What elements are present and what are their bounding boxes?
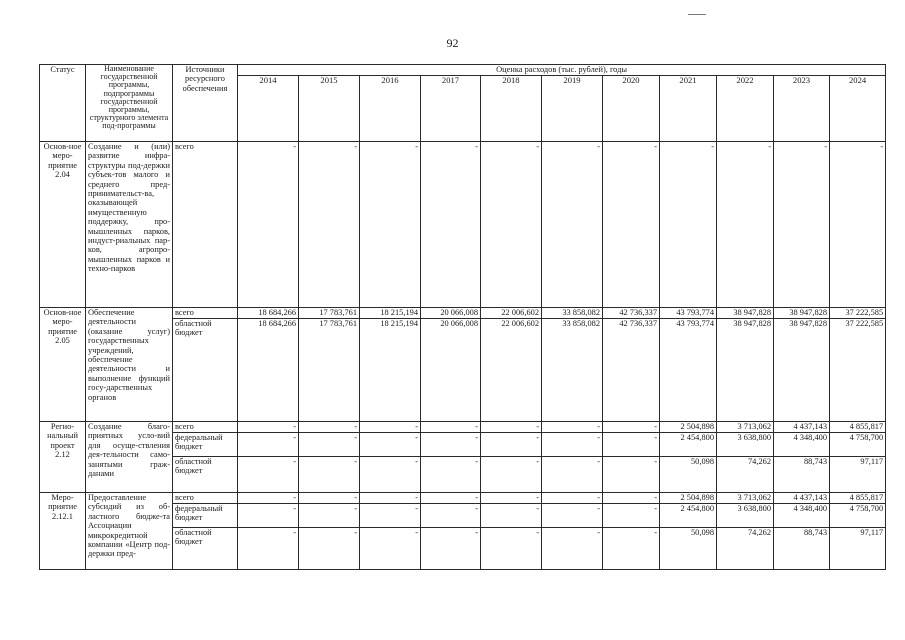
value-cell-2017: - bbox=[421, 422, 481, 433]
value-cell-2018: - bbox=[481, 433, 542, 457]
value-cell-2014: 18 684,266 bbox=[238, 319, 299, 422]
value-cell-2022: 3 713,062 bbox=[717, 493, 774, 504]
header-year-2019: 2019 bbox=[542, 76, 603, 142]
value-cell-2014: - bbox=[238, 142, 299, 308]
value-cell-2014: - bbox=[238, 422, 299, 433]
row-source: всего bbox=[173, 493, 238, 504]
value-cell-2019: 33 858,082 bbox=[542, 308, 603, 319]
scan-mark bbox=[688, 14, 706, 15]
value-cell-2024: - bbox=[830, 142, 886, 308]
page-number: 92 bbox=[446, 36, 459, 50]
value-cell-2019: - bbox=[542, 493, 603, 504]
value-cell-2018: 22 006,602 bbox=[481, 319, 542, 422]
value-cell-2014: - bbox=[238, 457, 299, 493]
value-cell-2020: - bbox=[603, 504, 660, 528]
value-cell-2016: - bbox=[360, 528, 421, 570]
value-cell-2023: 38 947,828 bbox=[774, 308, 830, 319]
table-row bbox=[40, 493, 886, 504]
value-cell-2020: 42 736,337 bbox=[603, 308, 660, 319]
header-year-2017: 2017 bbox=[421, 76, 481, 142]
value-cell-2017: - bbox=[421, 528, 481, 570]
value-cell-2020: - bbox=[603, 433, 660, 457]
row-status: Меро-приятие 2.12.1 bbox=[40, 493, 86, 570]
value-cell-2016: - bbox=[360, 493, 421, 504]
value-cell-2019: - bbox=[542, 433, 603, 457]
value-cell-2018: - bbox=[481, 504, 542, 528]
value-cell-2015: - bbox=[299, 142, 360, 308]
header-name: Наименование государственной программы, подпрограммы государственной программы, структурного элемента под-программы bbox=[86, 65, 173, 142]
value-cell-2024: 37 222,585 bbox=[830, 308, 886, 319]
value-cell-2024: 37 222,585 bbox=[830, 319, 886, 422]
value-cell-2020: - bbox=[603, 422, 660, 433]
row-source: всего bbox=[173, 308, 238, 319]
value-cell-2023: 4 348,400 bbox=[774, 504, 830, 528]
value-cell-2017: - bbox=[421, 142, 481, 308]
value-cell-2022: 3 713,062 bbox=[717, 422, 774, 433]
value-cell-2024: 97,117 bbox=[830, 457, 886, 493]
row-status: Основ-ное меро-приятие 2.04 bbox=[40, 142, 86, 308]
value-cell-2017: - bbox=[421, 504, 481, 528]
table-row bbox=[40, 142, 886, 308]
value-cell-2024: 4 758,700 bbox=[830, 504, 886, 528]
value-cell-2023: 4 348,400 bbox=[774, 433, 830, 457]
header-year-2023: 2023 bbox=[774, 76, 830, 142]
row-name: Обеспечение деятельности (оказание услуг) государственных учреждений, обеспечение деятельности и выполнение функций госу-дарственных органов bbox=[86, 308, 173, 422]
row-source: областной бюджет bbox=[173, 319, 238, 422]
value-cell-2023: 88,743 bbox=[774, 528, 830, 570]
value-cell-2016: - bbox=[360, 504, 421, 528]
table-body bbox=[40, 142, 886, 570]
row-source: всего bbox=[173, 422, 238, 433]
value-cell-2015: - bbox=[299, 433, 360, 457]
value-cell-2021: 50,098 bbox=[660, 528, 717, 570]
header-year-2024: 2024 bbox=[830, 76, 886, 142]
value-cell-2021: 50,098 bbox=[660, 457, 717, 493]
row-source: федеральный бюджет bbox=[173, 433, 238, 457]
header-year-2018: 2018 bbox=[481, 76, 542, 142]
budget-table bbox=[39, 64, 886, 570]
value-cell-2021: - bbox=[660, 142, 717, 308]
value-cell-2017: 20 066,008 bbox=[421, 319, 481, 422]
value-cell-2021: 2 504,898 bbox=[660, 422, 717, 433]
value-cell-2018: - bbox=[481, 142, 542, 308]
value-cell-2019: - bbox=[542, 528, 603, 570]
header-year-2015: 2015 bbox=[299, 76, 360, 142]
value-cell-2022: 3 638,800 bbox=[717, 504, 774, 528]
value-cell-2017: - bbox=[421, 493, 481, 504]
value-cell-2023: 4 437,143 bbox=[774, 422, 830, 433]
row-status: Основ-ное меро-приятие 2.05 bbox=[40, 308, 86, 422]
value-cell-2020: 42 736,337 bbox=[603, 319, 660, 422]
value-cell-2014: - bbox=[238, 433, 299, 457]
value-cell-2022: 74,262 bbox=[717, 528, 774, 570]
value-cell-2024: 97,117 bbox=[830, 528, 886, 570]
value-cell-2020: - bbox=[603, 142, 660, 308]
value-cell-2022: 3 638,800 bbox=[717, 433, 774, 457]
row-source: областной бюджет bbox=[173, 528, 238, 570]
value-cell-2019: - bbox=[542, 504, 603, 528]
value-cell-2016: - bbox=[360, 433, 421, 457]
value-cell-2017: 20 066,008 bbox=[421, 308, 481, 319]
value-cell-2021: 43 793,774 bbox=[660, 308, 717, 319]
value-cell-2021: 2 454,800 bbox=[660, 504, 717, 528]
header-year-2020: 2020 bbox=[603, 76, 660, 142]
value-cell-2021: 43 793,774 bbox=[660, 319, 717, 422]
value-cell-2020: - bbox=[603, 493, 660, 504]
value-cell-2022: 38 947,828 bbox=[717, 308, 774, 319]
value-cell-2023: 88,743 bbox=[774, 457, 830, 493]
value-cell-2024: 4 855,817 bbox=[830, 493, 886, 504]
value-cell-2020: - bbox=[603, 457, 660, 493]
value-cell-2018: 22 006,602 bbox=[481, 308, 542, 319]
header-row-1 bbox=[40, 65, 886, 76]
value-cell-2022: - bbox=[717, 142, 774, 308]
row-name: Создание благо-приятных усло-вий для осуще-ствления дея-тельности само-занятыми граж-данами bbox=[86, 422, 173, 493]
value-cell-2022: 38 947,828 bbox=[717, 319, 774, 422]
row-name: Создание и (или) развитие инфра-структуры под-держки субъек-тов малого и среднего пред-принимательст-ва, оказывающей имущественную поддержку, про-мышленных парков, индуст-риальных пар-ков, агропро-мышленных парков и техно-парков bbox=[86, 142, 173, 308]
row-source: областной бюджет bbox=[173, 457, 238, 493]
header-status: Статус bbox=[40, 65, 86, 142]
value-cell-2014: 18 684,266 bbox=[238, 308, 299, 319]
value-cell-2017: - bbox=[421, 457, 481, 493]
header-estimate: Оценка расходов (тыс. рублей), годы bbox=[238, 65, 886, 76]
table-row bbox=[40, 422, 886, 433]
value-cell-2014: - bbox=[238, 504, 299, 528]
value-cell-2016: 18 215,194 bbox=[360, 308, 421, 319]
value-cell-2018: - bbox=[481, 528, 542, 570]
value-cell-2017: - bbox=[421, 433, 481, 457]
header-year-2016: 2016 bbox=[360, 76, 421, 142]
value-cell-2015: - bbox=[299, 493, 360, 504]
value-cell-2014: - bbox=[238, 493, 299, 504]
value-cell-2015: 17 783,761 bbox=[299, 308, 360, 319]
table-row bbox=[40, 308, 886, 319]
value-cell-2019: - bbox=[542, 422, 603, 433]
value-cell-2016: - bbox=[360, 142, 421, 308]
row-source: всего bbox=[173, 142, 238, 308]
value-cell-2024: 4 758,700 bbox=[830, 433, 886, 457]
value-cell-2021: 2 454,800 bbox=[660, 433, 717, 457]
header-sources: Источники ресурсного обеспечения bbox=[173, 65, 238, 142]
value-cell-2020: - bbox=[603, 528, 660, 570]
value-cell-2023: - bbox=[774, 142, 830, 308]
header-year-2021: 2021 bbox=[660, 76, 717, 142]
header-year-2022: 2022 bbox=[717, 76, 774, 142]
value-cell-2016: 18 215,194 bbox=[360, 319, 421, 422]
value-cell-2015: - bbox=[299, 504, 360, 528]
value-cell-2015: 17 783,761 bbox=[299, 319, 360, 422]
value-cell-2023: 38 947,828 bbox=[774, 319, 830, 422]
header-year-2014: 2014 bbox=[238, 76, 299, 142]
value-cell-2018: - bbox=[481, 493, 542, 504]
row-status: Регио-нальный проект 2.12 bbox=[40, 422, 86, 493]
value-cell-2019: - bbox=[542, 142, 603, 308]
value-cell-2016: - bbox=[360, 457, 421, 493]
value-cell-2016: - bbox=[360, 422, 421, 433]
value-cell-2015: - bbox=[299, 528, 360, 570]
value-cell-2018: - bbox=[481, 422, 542, 433]
row-source: федеральный бюджет bbox=[173, 504, 238, 528]
value-cell-2014: - bbox=[238, 528, 299, 570]
value-cell-2024: 4 855,817 bbox=[830, 422, 886, 433]
value-cell-2019: 33 858,082 bbox=[542, 319, 603, 422]
value-cell-2015: - bbox=[299, 457, 360, 493]
value-cell-2023: 4 437,143 bbox=[774, 493, 830, 504]
value-cell-2019: - bbox=[542, 457, 603, 493]
value-cell-2021: 2 504,898 bbox=[660, 493, 717, 504]
value-cell-2015: - bbox=[299, 422, 360, 433]
row-name: Предоставление субсидий из об-ластного бюдже-та Ассоциации микрокредитной компании «Центр под-держки пред- bbox=[86, 493, 173, 570]
value-cell-2022: 74,262 bbox=[717, 457, 774, 493]
value-cell-2018: - bbox=[481, 457, 542, 493]
